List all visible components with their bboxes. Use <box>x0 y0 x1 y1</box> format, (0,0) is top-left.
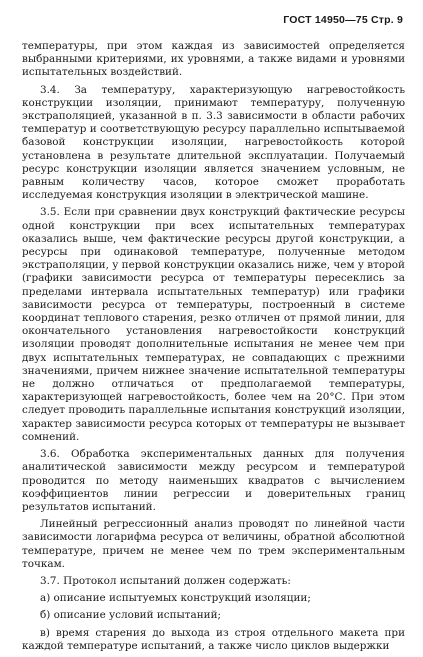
document-body <box>22 40 405 657</box>
list-item-c: в) время старения до выхода из строя отдельного макета при каждой температуре испытаний, а также число циклов выдержки <box>22 626 405 652</box>
paragraph-3-4: 3.4. За температуру, характеризующую нагревостойкость конструкции изоляции, принимают температуру, полученную экстраполяцией, указанной в п. 3.3 зависимости в области рабочих температур и соответствующую ресурсу параллельно испытываемой базовой конструкции изоляции, нагревостойкость которой установлена в результате длительной эксплуатации. Получаемый ресурс конструкции изоляции является значением условным, не равным количеству часов, которое сможет проработать исследуемая конструкция изоляции в электрической машине. <box>22 83 405 202</box>
paragraph-3-5: 3.5. Если при сравнении двух конструкций фактические ресурсы одной конструкции при всех испытательных температурах оказались выше, чем фактические ресурсы другой конструкции, а ресурсы при одинаковой температуре, полученные методом экстраполяции, у первой конструкции оказались ниже, чем у второй (графики зависимости ресурса от температуры пересеклись за пределами интервала испытательных температур) или графики зависимости ресурса от температуры, построенный в системе координат теплового старения, резко отличен от прямой линии, для окончательного установления нагревостойкости конструкций изоляции проводят дополнительные испытания не менее чем при двух испытательных температурах, не совпадающих с прежними значениями, причем нижнее значение испытательной температуры не должно отличаться от предполагаемой температуры, характеризующей нагревостойкость, более чем на 20°С. При этом следует проводить параллельные испытания конструкций изоляции, характер зависимости ресурса которых от температуры не вызывает сомнений. <box>22 206 405 443</box>
page-header: ГОСТ 14950—75 Стр. 9 <box>283 14 403 26</box>
paragraph-continuation: температуры, при этом каждая из зависимостей определяется выбранными критериями, их уровнями, а также видами и уровнями испытательных воздействий. <box>22 40 405 79</box>
list-item-a: а) описание испытуемых конструкций изоляции; <box>40 592 311 605</box>
paragraph-regression: Линейный регрессионный анализ проводят по линейной части зависимости логарифма ресурса от величины, обратной абсолютной температуре, причем не менее чем по трем экспериментальным точкам. <box>22 518 405 570</box>
list-item-b: б) описание условий испытаний; <box>40 609 221 622</box>
paragraph-3-7: 3.7. Протокол испытаний должен содержать: <box>40 574 291 587</box>
paragraph-3-6: 3.6. Обработка экспериментальных данных для получения аналитической зависимости между ресурсом и температурой проводится по методу наименьших квадратов с вычислением коэффициентов линии регрессии и доверительных границ результатов испытаний. <box>22 448 405 513</box>
